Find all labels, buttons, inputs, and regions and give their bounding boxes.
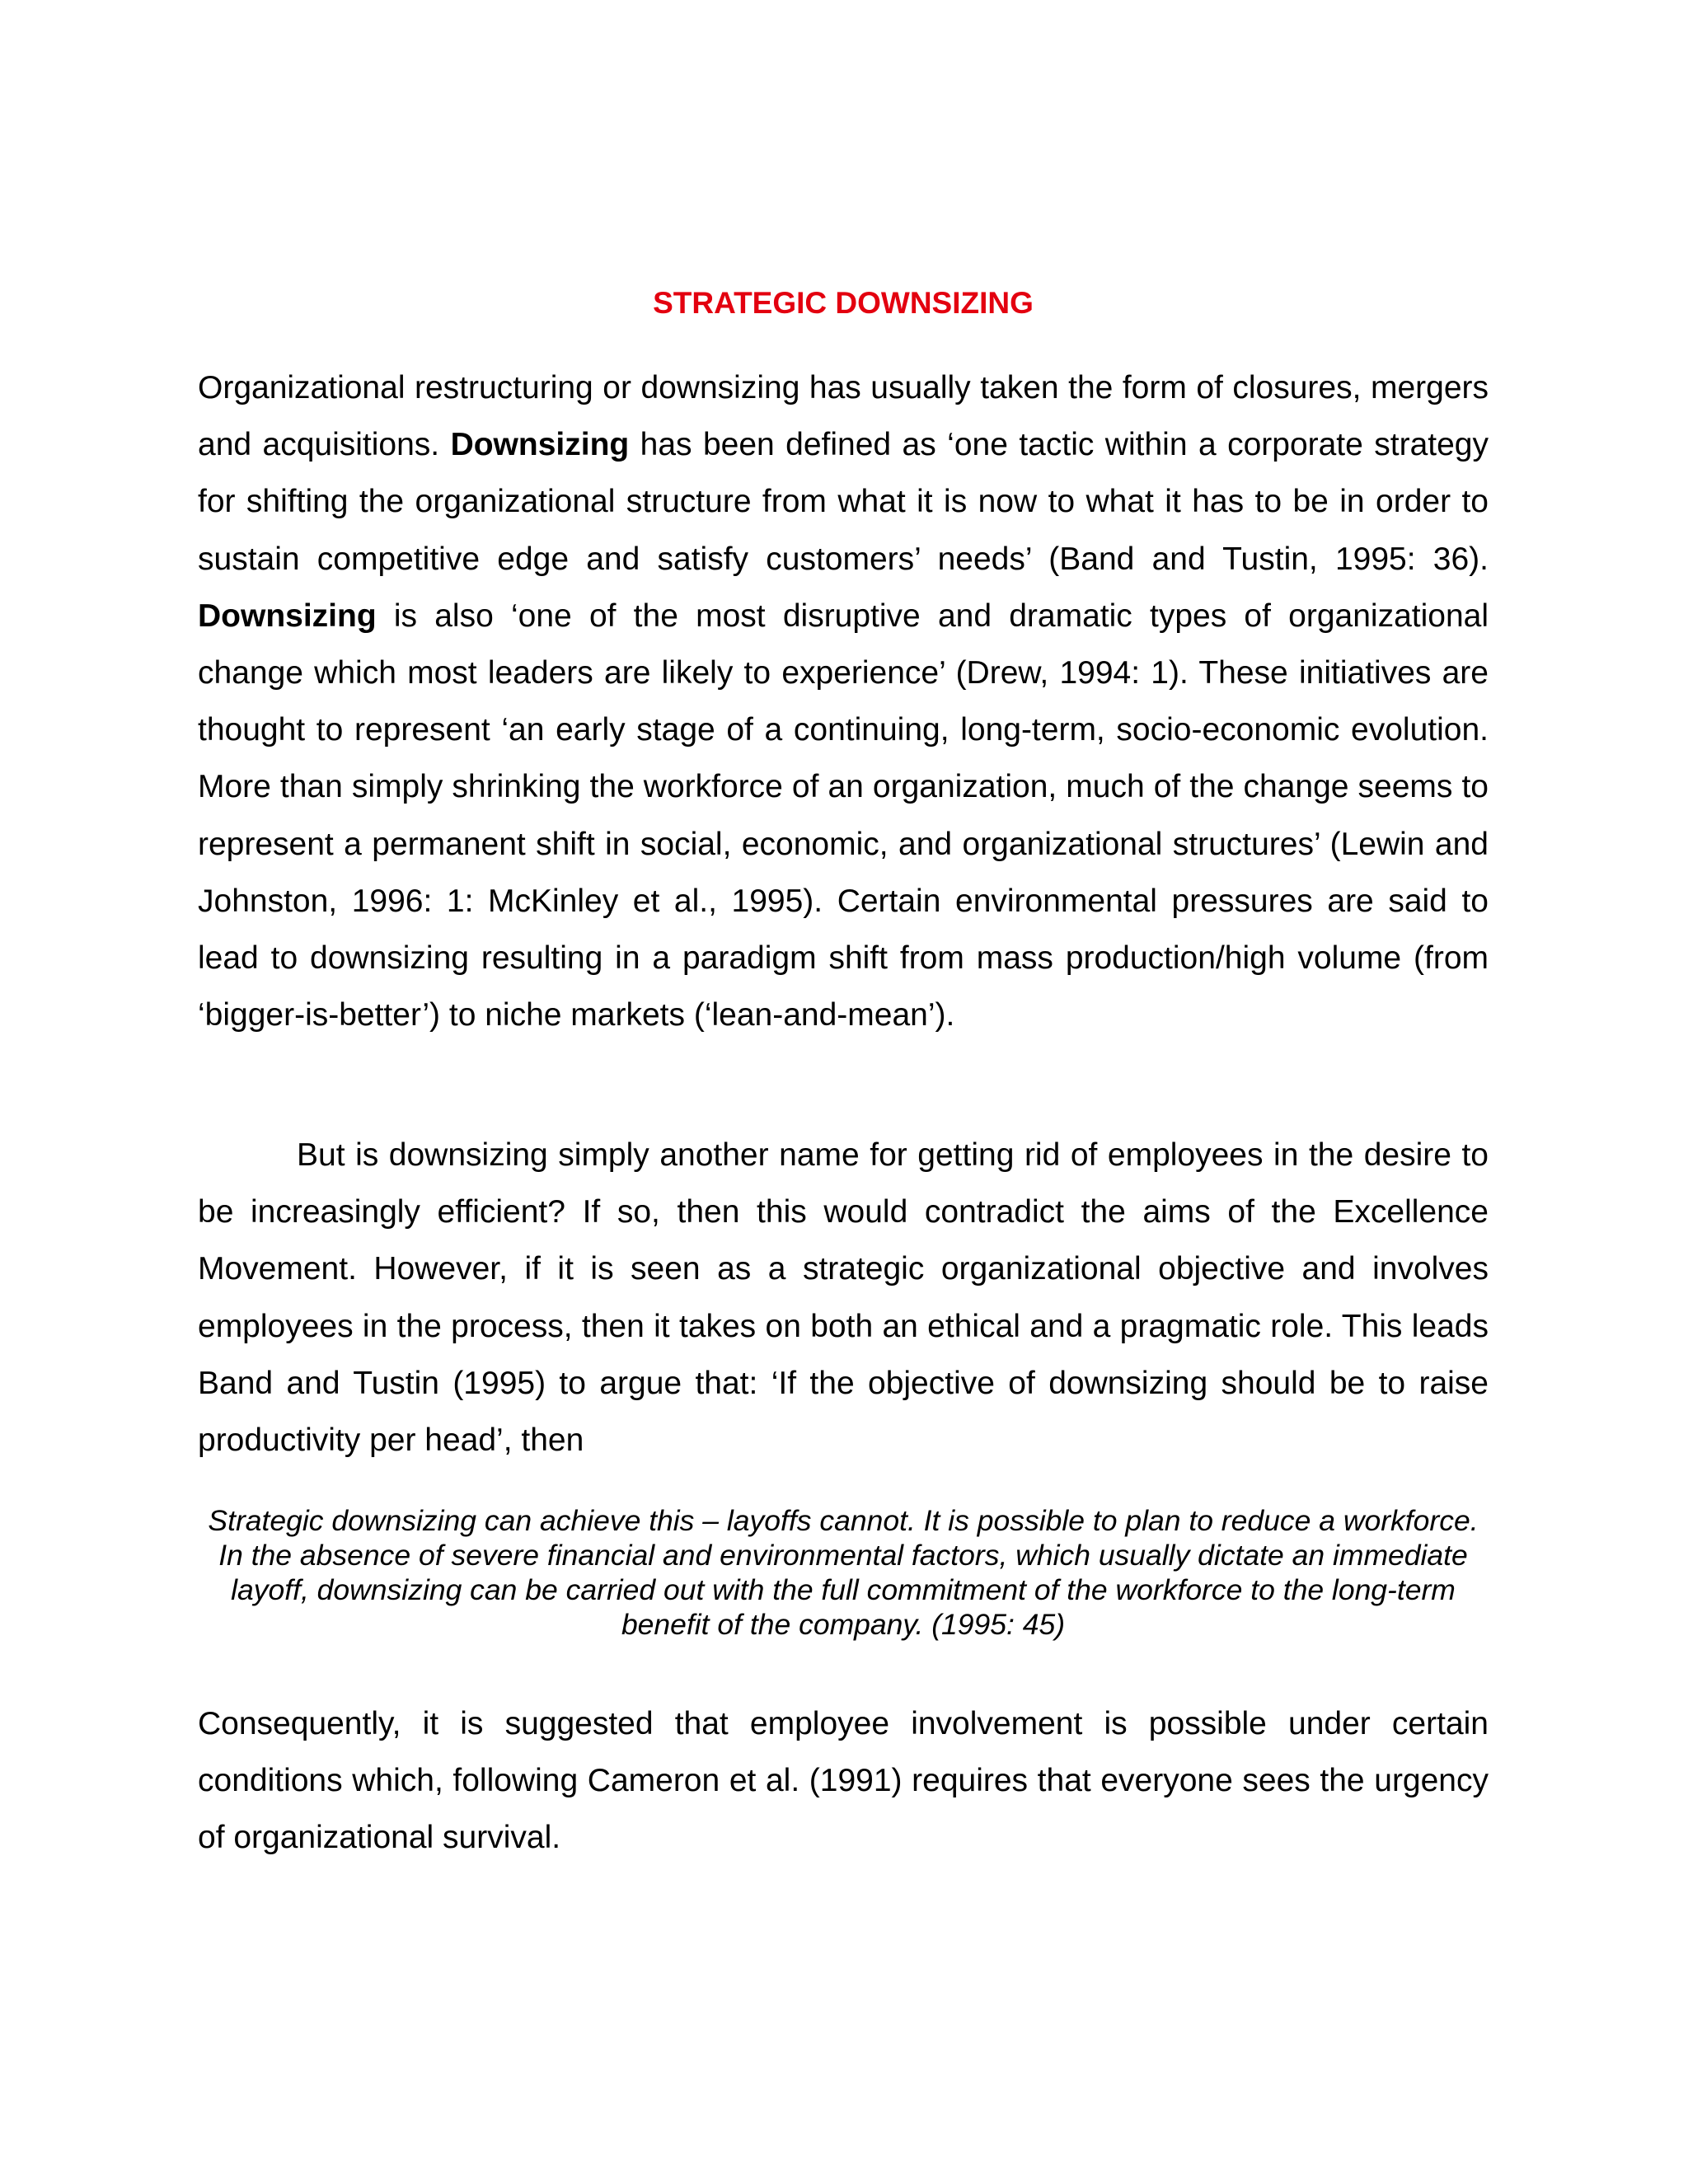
paragraph-1-text-c: is also ‘one of the most disruptive and dramatic types of organizational change which most leaders are likely to experience’ (Drew, 1994: 1). These initiatives are thought to represent ‘an early stage of a continuing, long-term, socio-economic evolution. More than simply shrinking the workforce of an organization, much of the change seems to represent a permanent shift in social, economic, and organizational structures’ (Lewin and Johnston, 1996: 1: McKinley et al., 1995). Certain environmental pressures are said to lead to downsizing resulting in a paradigm shift from mass production/high volume (from ‘bigger-is-better’) to niche markets (‘lean-and-mean’). [198,598,1489,1033]
paragraph-3: Consequently, it is suggested that employee involvement is possible under certain conditions which, following Cameron et al. (1991) requires that everyone sees the urgency of organizational survival. [198,1706,1489,1856]
paragraph-1-text-b: has been defined as ‘one tactic within a corporate strategy for shifting the organizational structure from what it is now to what it has to be in order to sustain competitive edge and satisfy customers’ needs’ (Band and Tustin, 1995: 36). [198,427,1489,577]
paragraph-2: But is downsizing simply another name for getting rid of employees in the desire to be increasingly efficient? If so, then this would contradict the aims of the Excellence Movement. However, if it is seen as a strategic organizational objective and involves employees in the process, then it takes on both an ethical and a pragmatic role. This leads Band and Tustin (1995) to argue that: ‘If the objective of downsizing should be to raise productivity per head’, then [198,1137,1489,1459]
bold-term-downsizing: Downsizing [450,427,630,463]
page-title: STRATEGIC DOWNSIZING [653,286,1034,320]
paragraph-1-text-a: Organizational restructuring or downsizing has usually taken the form of closures, mergers and acquisitions. [198,370,1489,463]
bold-term-downsizing-2: Downsizing [198,598,377,634]
block-quote: Strategic downsizing can achieve this – layoffs cannot. It is possible to plan to reduce a workforce. In the absence of severe financial and environmental factors, which usually dictate an immediate layoff, downsizing can be carried out with the full commitment of the workforce to the long-term benefit of the company. (1995: 45) [208,1504,1479,1641]
paragraph-1 [198,359,1489,1043]
